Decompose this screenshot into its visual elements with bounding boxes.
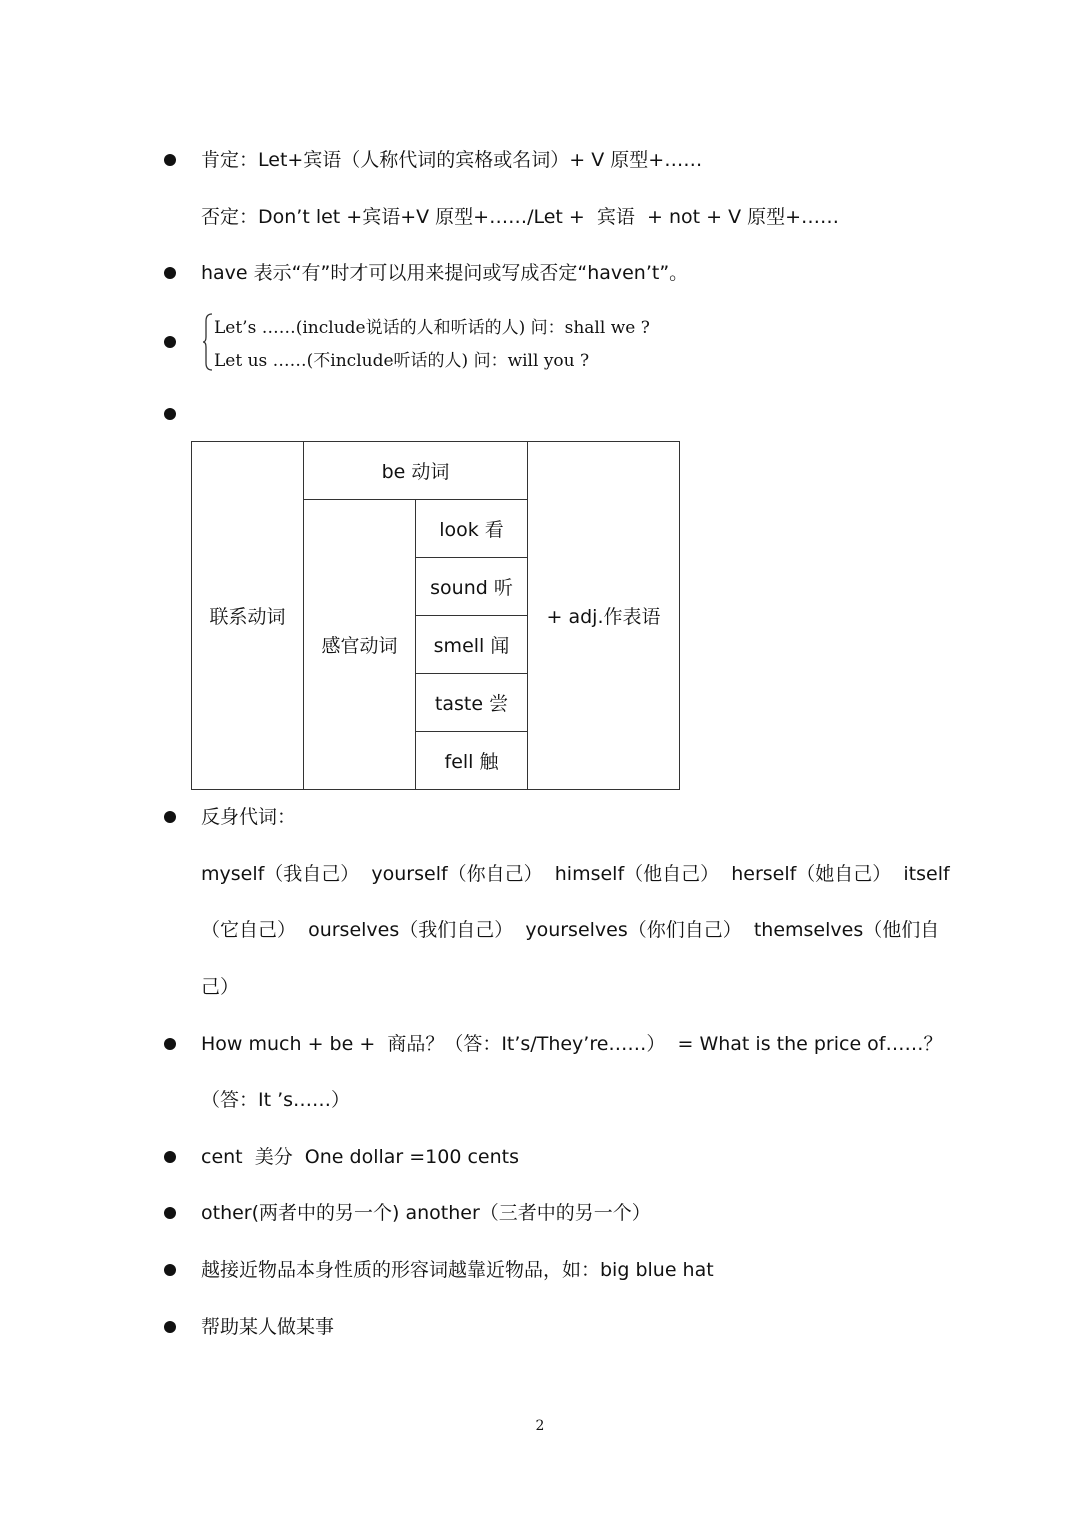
adj-predicative-cell: + adj.作表语 [528,442,680,790]
reflexive-pronouns-line-3: 己） [201,976,240,998]
sense-verb-item: taste 尝 [416,674,528,732]
how-much-rule: How much + be + 商品？（答：It’s/They’re……） = What is the price of……？ [201,1033,943,1055]
sense-verb-item: sound 听 [416,558,528,616]
sense-verb-cell: 感官动词 [304,500,416,790]
bullet-6 [164,1038,176,1050]
sense-verb-item: look 看 [416,500,528,558]
page-number: 2 [535,1418,545,1434]
bullet-8 [164,1207,176,1219]
how-much-answer: （答：It ’s……） [201,1089,351,1111]
bullet-9 [164,1264,176,1276]
bullet-10 [164,1321,176,1333]
adjective-order-note: 越接近物品本身性质的形容词越靠近物品，如：big blue hat [201,1259,714,1281]
help-someone-note: 帮助某人做某事 [201,1316,335,1338]
bullet-2 [164,267,176,279]
bullet-1 [164,154,176,166]
have-rule: have 表示“有”时才可以用来提问或写成否定“haven’t”。 [201,262,689,284]
bullet-5 [164,811,176,823]
let-negative-rule: 否定：Don’t let +宾语+V 原型+……/Let + 宾语 + not + V 原型+…… [201,206,840,228]
let-positive-rule: 肯定：Let+宾语（人称代词的宾格或名词）+ V 原型+…… [201,149,703,171]
sense-verb-item: fell 触 [416,732,528,790]
bullet-3 [164,336,176,348]
be-verb-cell: be 动词 [304,442,528,500]
other-another-note: other(两者中的另一个) another（三者中的另一个） [201,1202,651,1224]
reflexive-pronouns-line-1: myself（我自己） yourself（你自己） himself（他自己） herself（她自己） itself [201,863,950,885]
linking-verbs-table [191,441,680,790]
left-brace-icon [203,313,213,371]
reflexive-pronouns-line-2: （它自己） ourselves（我们自己） yourselves（你们自己） themselves（他们自 [201,919,940,941]
sense-verb-item: smell 闻 [416,616,528,674]
bullet-4 [164,408,176,420]
linking-verb-cell: 联系动词 [192,442,304,790]
cent-note: cent 美分 One dollar =100 cents [201,1146,519,1168]
let-us-question-tag: Let us ……(不include听话的人) 问：will you ? [214,351,590,371]
bullet-7 [164,1151,176,1163]
lets-question-tag: Let’s ……(include说话的人和听话的人) 问：shall we ? [214,318,650,338]
reflexive-pronouns-heading: 反身代词： [201,806,297,828]
